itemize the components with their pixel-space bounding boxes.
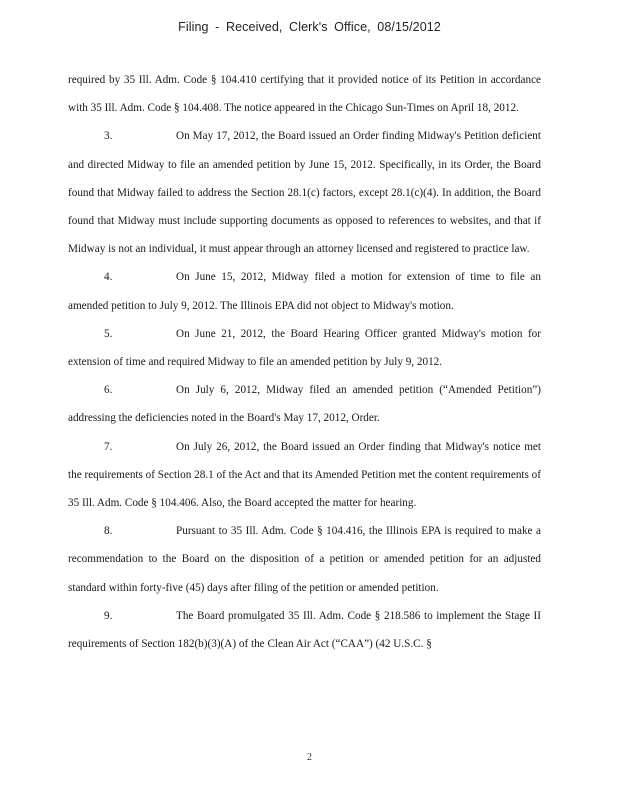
paragraph-text: On July 6, 2012, Midway filed an amended petition (“Amended Petition”) addressing the deficiencies noted in the Board's May 17, 2012, Order. [68, 384, 541, 425]
paragraph-text: Pursuant to 35 Ill. Adm. Code § 104.416, the Illinois EPA is required to make a recommendation to the Board on the disposition of a petition or amended petition for an adjusted standard within forty-five (45) days after filing of the petition or amended petition. [68, 525, 541, 594]
numbered-paragraph-6 [68, 376, 541, 432]
document-body [68, 66, 541, 658]
filing-stamp-header: Filing - Received, Clerk's Office, 08/15/2012 [178, 20, 441, 34]
continuation-paragraph: required by 35 Ill. Adm. Code § 104.410 certifying that it provided notice of its Petition in accordance with 35 Ill. Adm. Code § 104.408. The notice appeared in the Chicago Sun-Times on April 18, 2012. [68, 74, 541, 115]
paragraph-number: 8. [104, 525, 113, 538]
paragraph-number: 7. [104, 440, 113, 453]
paragraph-number: 5. [104, 327, 113, 340]
paragraph-number: 4. [104, 271, 113, 284]
numbered-paragraph-8 [68, 517, 541, 602]
numbered-paragraph-7 [68, 433, 541, 518]
numbered-paragraph-3 [68, 122, 541, 263]
paragraph-text: On July 26, 2012, the Board issued an Order finding that Midway's notice met the requirements of Section 28.1 of the Act and that its Amended Petition met the content requirements of 35 Ill. Adm. Code § 104.406. Also, the Board accepted the matter for hearing. [68, 440, 541, 510]
paragraph-text: On June 15, 2012, Midway filed a motion for extension of time to file an amended petition to July 9, 2012. The Illinois EPA did not object to Midway's motion. [68, 271, 541, 312]
paragraph-text: On May 17, 2012, the Board issued an Order finding Midway's Petition deficient and directed Midway to file an amended petition by June 15, 2012. Specifically, in its Order, the Board found that Midway failed to address the Section 28.1(c) factors, except 28.1(c)(4). In addition, the Board found that Midway must include supporting documents as opposed to references to websites, and that if Midway is not an individual, it must appear through an attorney licensed and registered to practice law. [68, 130, 541, 256]
numbered-paragraph-4 [68, 263, 541, 319]
numbered-paragraph-5 [68, 320, 541, 376]
page-number: 2 [307, 752, 312, 763]
paragraph-number: 3. [104, 130, 113, 143]
paragraph-number: 6. [104, 384, 113, 397]
paragraph-text: On June 21, 2012, the Board Hearing Officer granted Midway's motion for extension of time and required Midway to file an amended petition by July 9, 2012. [68, 327, 541, 369]
numbered-paragraph-9 [68, 602, 541, 658]
paragraph-number: 9. [104, 609, 113, 622]
paragraph-text: The Board promulgated 35 Ill. Adm. Code § 218.586 to implement the Stage II requirements of Section 182(b)(3)(A) of the Clean Air Act (“CAA”) (42 U.S.C. § [68, 609, 541, 651]
